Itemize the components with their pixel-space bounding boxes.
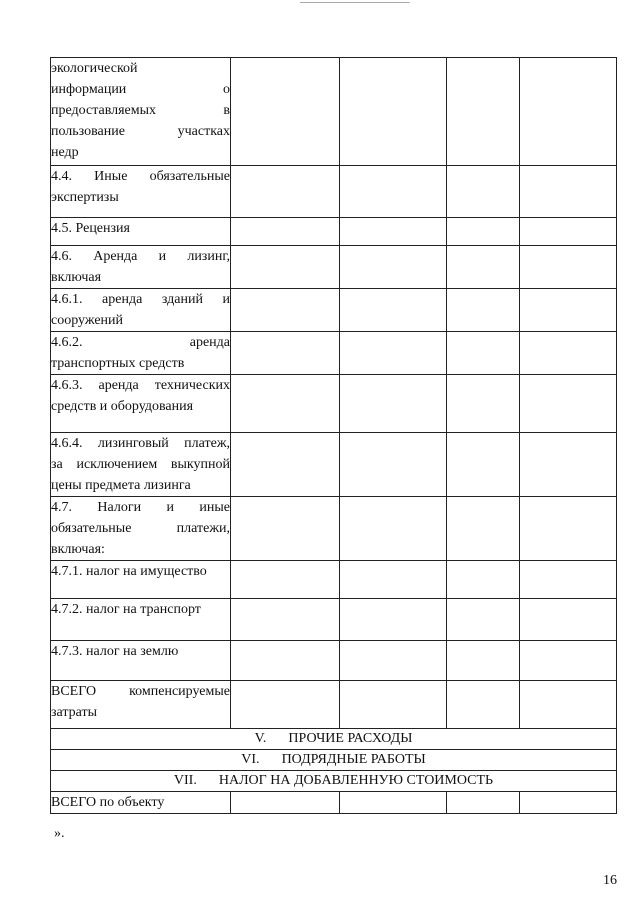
row-label-line: 4.7.3. налог на землю: [51, 644, 179, 659]
empty-cell: [340, 599, 447, 641]
empty-cell: [340, 166, 447, 218]
empty-cell: [520, 599, 617, 641]
row-label-line: информации о: [51, 82, 230, 97]
empty-cell: [447, 681, 520, 729]
empty-cell: [520, 332, 617, 375]
row-label: [51, 433, 231, 497]
empty-cell: [447, 792, 520, 814]
cost-table: [50, 57, 617, 814]
section-number: V.: [254, 731, 267, 746]
table-row: [51, 332, 617, 375]
section-heading: [51, 771, 617, 792]
row-label-line: средств и оборудования: [51, 399, 194, 414]
row-label-line: недр: [51, 145, 79, 160]
empty-cell: [520, 641, 617, 681]
scan-artifact-line: [300, 2, 410, 3]
empty-cell: [447, 375, 520, 433]
total-label: ВСЕГО по объекту: [51, 792, 231, 814]
row-label: [51, 332, 231, 375]
empty-cell: [447, 641, 520, 681]
empty-cell: [231, 332, 340, 375]
table-row: [51, 246, 617, 289]
row-label-line: за исключением выкупной: [51, 457, 230, 472]
row-label-line: включая: [51, 270, 102, 285]
row-label-line: экологической: [51, 61, 138, 76]
empty-cell: [447, 166, 520, 218]
empty-cell: [520, 289, 617, 332]
row-label-line: 4.6.3. аренда технических: [51, 378, 230, 393]
empty-cell: [520, 792, 617, 814]
table-row: [51, 433, 617, 497]
table-row: [51, 599, 617, 641]
row-label: [51, 599, 231, 641]
empty-cell: [340, 681, 447, 729]
empty-cell: [340, 792, 447, 814]
empty-cell: [447, 433, 520, 497]
section-title: ПОДРЯДНЫЕ РАБОТЫ: [281, 752, 426, 767]
empty-cell: [340, 641, 447, 681]
empty-cell: [447, 289, 520, 332]
table-row: [51, 681, 617, 729]
row-label-line: 4.7. Налоги и иные: [51, 500, 230, 515]
empty-cell: [447, 246, 520, 289]
row-label-line: экспертизы: [51, 190, 119, 205]
row-label-line: обязательные платежи,: [51, 521, 230, 536]
row-label: [51, 218, 231, 246]
cost-table-body: [51, 58, 617, 814]
empty-cell: [231, 792, 340, 814]
empty-cell: [231, 497, 340, 561]
empty-cell: [231, 641, 340, 681]
row-label: [51, 497, 231, 561]
empty-cell: [231, 218, 340, 246]
row-label-line: 4.7.2. налог на транспорт: [51, 602, 201, 617]
row-label-line: пользование участках: [51, 124, 230, 139]
section-heading: [51, 750, 617, 771]
table-row: [51, 641, 617, 681]
section-row: [51, 729, 617, 750]
table-row: [51, 166, 617, 218]
section-title: ПРОЧИЕ РАСХОДЫ: [288, 731, 413, 746]
empty-cell: [340, 375, 447, 433]
row-label-line: предоставляемых в: [51, 103, 230, 118]
row-label-line: 4.7.1. налог на имущество: [51, 564, 207, 579]
closing-quote: ».: [54, 826, 65, 841]
empty-cell: [340, 497, 447, 561]
empty-cell: [340, 433, 447, 497]
empty-cell: [520, 58, 617, 166]
row-label-line: включая:: [51, 542, 105, 557]
section-row: [51, 750, 617, 771]
row-label-line: 4.6.4. лизинговый платеж,: [51, 436, 230, 451]
row-label-line: 4.6.2. аренда: [51, 335, 230, 350]
empty-cell: [447, 218, 520, 246]
empty-cell: [340, 246, 447, 289]
empty-cell: [231, 58, 340, 166]
row-label-line: 4.5. Рецензия: [51, 221, 130, 236]
empty-cell: [520, 246, 617, 289]
row-label-line: 4.6.1. аренда зданий и: [51, 292, 230, 307]
row-label: [51, 641, 231, 681]
empty-cell: [340, 289, 447, 332]
empty-cell: [340, 332, 447, 375]
table-row: [51, 218, 617, 246]
row-label: [51, 681, 231, 729]
section-number: VII.: [173, 773, 197, 788]
row-label-line: 4.6. Аренда и лизинг,: [51, 249, 230, 264]
total-row: [51, 792, 617, 814]
row-label: [51, 375, 231, 433]
row-label-line: транспортных средств: [51, 356, 185, 371]
empty-cell: [520, 166, 617, 218]
empty-cell: [520, 497, 617, 561]
empty-cell: [340, 218, 447, 246]
section-row: [51, 771, 617, 792]
empty-cell: [520, 433, 617, 497]
empty-cell: [520, 375, 617, 433]
empty-cell: [447, 561, 520, 599]
row-label: [51, 166, 231, 218]
empty-cell: [231, 599, 340, 641]
empty-cell: [231, 246, 340, 289]
row-label: [51, 58, 231, 166]
row-label-line: затраты: [51, 705, 98, 720]
section-number: VI.: [241, 752, 260, 767]
empty-cell: [447, 599, 520, 641]
table-row: [51, 375, 617, 433]
empty-cell: [340, 561, 447, 599]
empty-cell: [520, 681, 617, 729]
table-row: [51, 289, 617, 332]
empty-cell: [340, 58, 447, 166]
empty-cell: [231, 433, 340, 497]
table-row: [51, 561, 617, 599]
empty-cell: [447, 332, 520, 375]
page-number: 16: [603, 873, 617, 888]
section-heading: [51, 729, 617, 750]
empty-cell: [447, 58, 520, 166]
table-row: [51, 497, 617, 561]
table-row: [51, 58, 617, 166]
empty-cell: [231, 375, 340, 433]
row-label: [51, 561, 231, 599]
empty-cell: [520, 561, 617, 599]
empty-cell: [520, 218, 617, 246]
row-label-line: 4.4. Иные обязательные: [51, 169, 230, 184]
row-label-line: ВСЕГО компенсируемые: [51, 684, 230, 699]
empty-cell: [447, 497, 520, 561]
row-label: [51, 289, 231, 332]
section-title: НАЛОГ НА ДОБАВЛЕННУЮ СТОИМОСТЬ: [218, 773, 494, 788]
row-label-line: цены предмета лизинга: [51, 478, 191, 493]
empty-cell: [231, 561, 340, 599]
row-label: [51, 246, 231, 289]
empty-cell: [231, 289, 340, 332]
empty-cell: [231, 166, 340, 218]
empty-cell: [231, 681, 340, 729]
row-label-line: сооружений: [51, 313, 124, 328]
